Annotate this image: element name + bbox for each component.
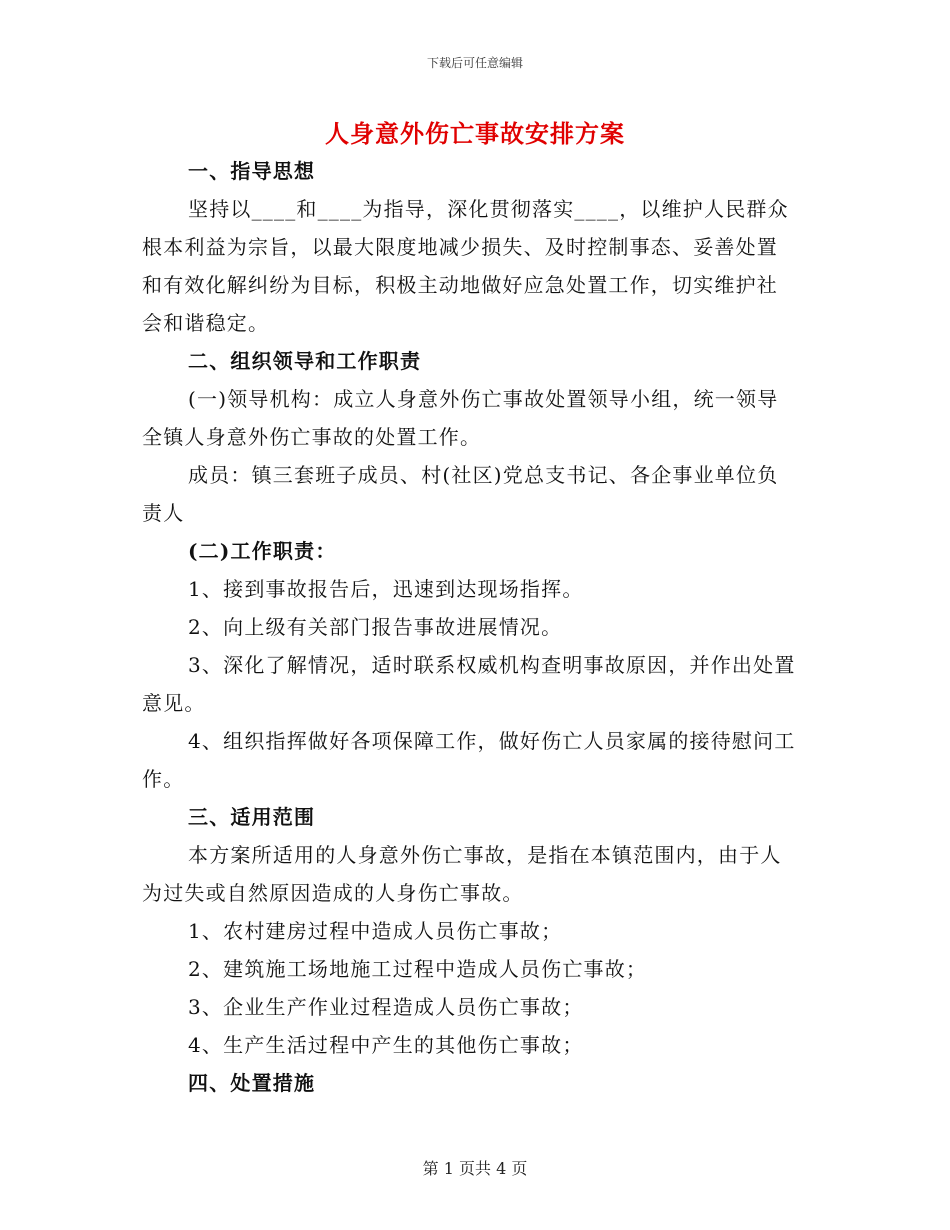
paragraph-line: 坚持以____和____为指导，深化贯彻落实____，以维护人民群众 xyxy=(188,197,789,221)
paragraph-line: 4、组织指挥做好各项保障工作，做好伤亡人员家属的接待慰问工 xyxy=(188,729,796,753)
paragraph-line: 4、生产生活过程中产生的其他伤亡事故； xyxy=(188,1033,584,1057)
paragraph-line: 根本利益为宗旨，以最大限度地减少损失、及时控制事态、妥善处置 xyxy=(142,235,778,259)
document-body xyxy=(142,152,812,1102)
paragraph-line: 和有效化解纠纷为目标，积极主动地做好应急处置工作，切实维护社 xyxy=(142,273,778,297)
paragraph-line: 2、向上级有关部门报告事故进展情况。 xyxy=(188,615,563,639)
section-heading: 四、处置措施 xyxy=(188,1071,316,1095)
paragraph-line: 1、接到事故报告后，迅速到达现场指挥。 xyxy=(188,577,584,601)
section-heading: (二)工作职责： xyxy=(188,539,337,563)
document-title: 人身意外伤亡事故安排方案 xyxy=(325,119,625,148)
paragraph-line: 全镇人身意外伤亡事故的处置工作。 xyxy=(142,425,482,449)
paragraph-line: 2、建筑施工场地施工过程中造成人员伤亡事故； xyxy=(188,957,648,981)
page-number: 第 1 页共 4 页 xyxy=(422,1159,528,1178)
paragraph-line: 1、农村建房过程中造成人员伤亡事故； xyxy=(188,919,563,943)
section-heading: 三、适用范围 xyxy=(188,805,316,829)
paragraph-line: 意见。 xyxy=(142,691,206,715)
paragraph-line: 责人 xyxy=(142,501,185,525)
paragraph-line: (一)领导机构：成立人身意外伤亡事故处置领导小组，统一领导 xyxy=(188,387,779,411)
paragraph-line: 为过失或自然原因造成的人身伤亡事故。 xyxy=(142,881,524,905)
paragraph-line: 成员：镇三套班子成员、村(社区)党总支书记、各企事业单位负 xyxy=(188,463,779,487)
paragraph-line: 3、企业生产作业过程造成人员伤亡事故； xyxy=(188,995,584,1019)
paragraph-line: 会和谐稳定。 xyxy=(142,311,270,335)
header-note: 下载后可任意编辑 xyxy=(426,56,523,70)
paragraph-line: 作。 xyxy=(142,767,185,791)
paragraph-line: 本方案所适用的人身意外伤亡事故，是指在本镇范围内，由于人 xyxy=(188,843,782,867)
section-heading: 一、指导思想 xyxy=(188,159,316,183)
paragraph-line: 3、深化了解情况，适时联系权威机构查明事故原因，并作出处置 xyxy=(188,653,796,677)
section-heading: 二、组织领导和工作职责 xyxy=(188,349,422,373)
